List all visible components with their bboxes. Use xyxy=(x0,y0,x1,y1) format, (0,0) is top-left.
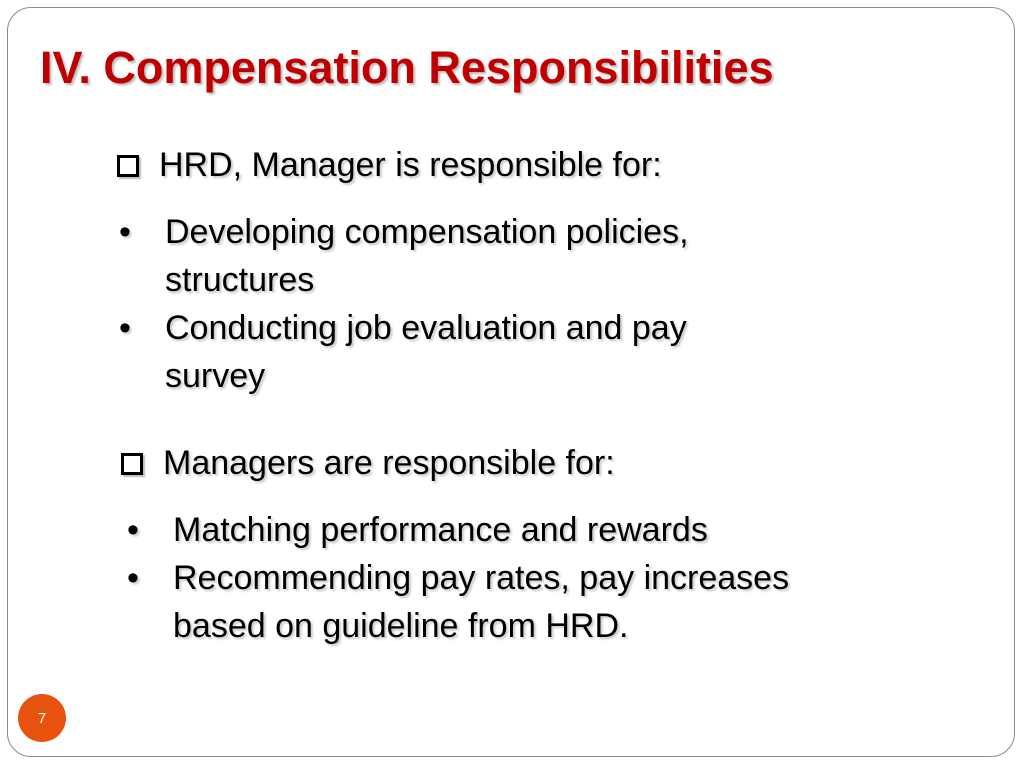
list-item xyxy=(113,304,689,400)
bullet-text-line: Recommending pay rates, pay increases xyxy=(173,559,790,597)
section-heading-text: Managers are responsible for: xyxy=(163,444,615,482)
bullet-text-line: structures xyxy=(165,261,315,299)
section-heading-text: HRD, Manager is responsible for: xyxy=(159,146,662,184)
bullet-text-line: Matching performance and rewards xyxy=(173,511,708,549)
bullet-text-line: survey xyxy=(165,357,266,395)
list-item xyxy=(113,208,689,304)
section-heading-managers xyxy=(121,444,615,483)
bullet-list-hrd xyxy=(113,208,689,400)
section-heading-hrd xyxy=(117,146,662,185)
page-number-badge: 7 xyxy=(18,694,66,742)
checkbox-icon xyxy=(117,155,139,177)
bullet-text-line: Developing compensation policies, xyxy=(165,213,689,251)
slide-title: IV. Compensation Responsibilities xyxy=(40,42,774,93)
bullet-dot: • xyxy=(127,511,139,549)
bullet-list-managers xyxy=(121,506,789,650)
bullet-dot: • xyxy=(119,213,131,251)
bullet-text-line: based on guideline from HRD. xyxy=(173,607,629,645)
checkbox-icon xyxy=(121,453,143,475)
bullet-text-line: Conducting job evaluation and pay xyxy=(165,309,687,347)
list-item xyxy=(121,506,789,554)
list-item xyxy=(121,554,789,650)
bullet-dot: • xyxy=(127,559,139,597)
bullet-dot: • xyxy=(119,309,131,347)
